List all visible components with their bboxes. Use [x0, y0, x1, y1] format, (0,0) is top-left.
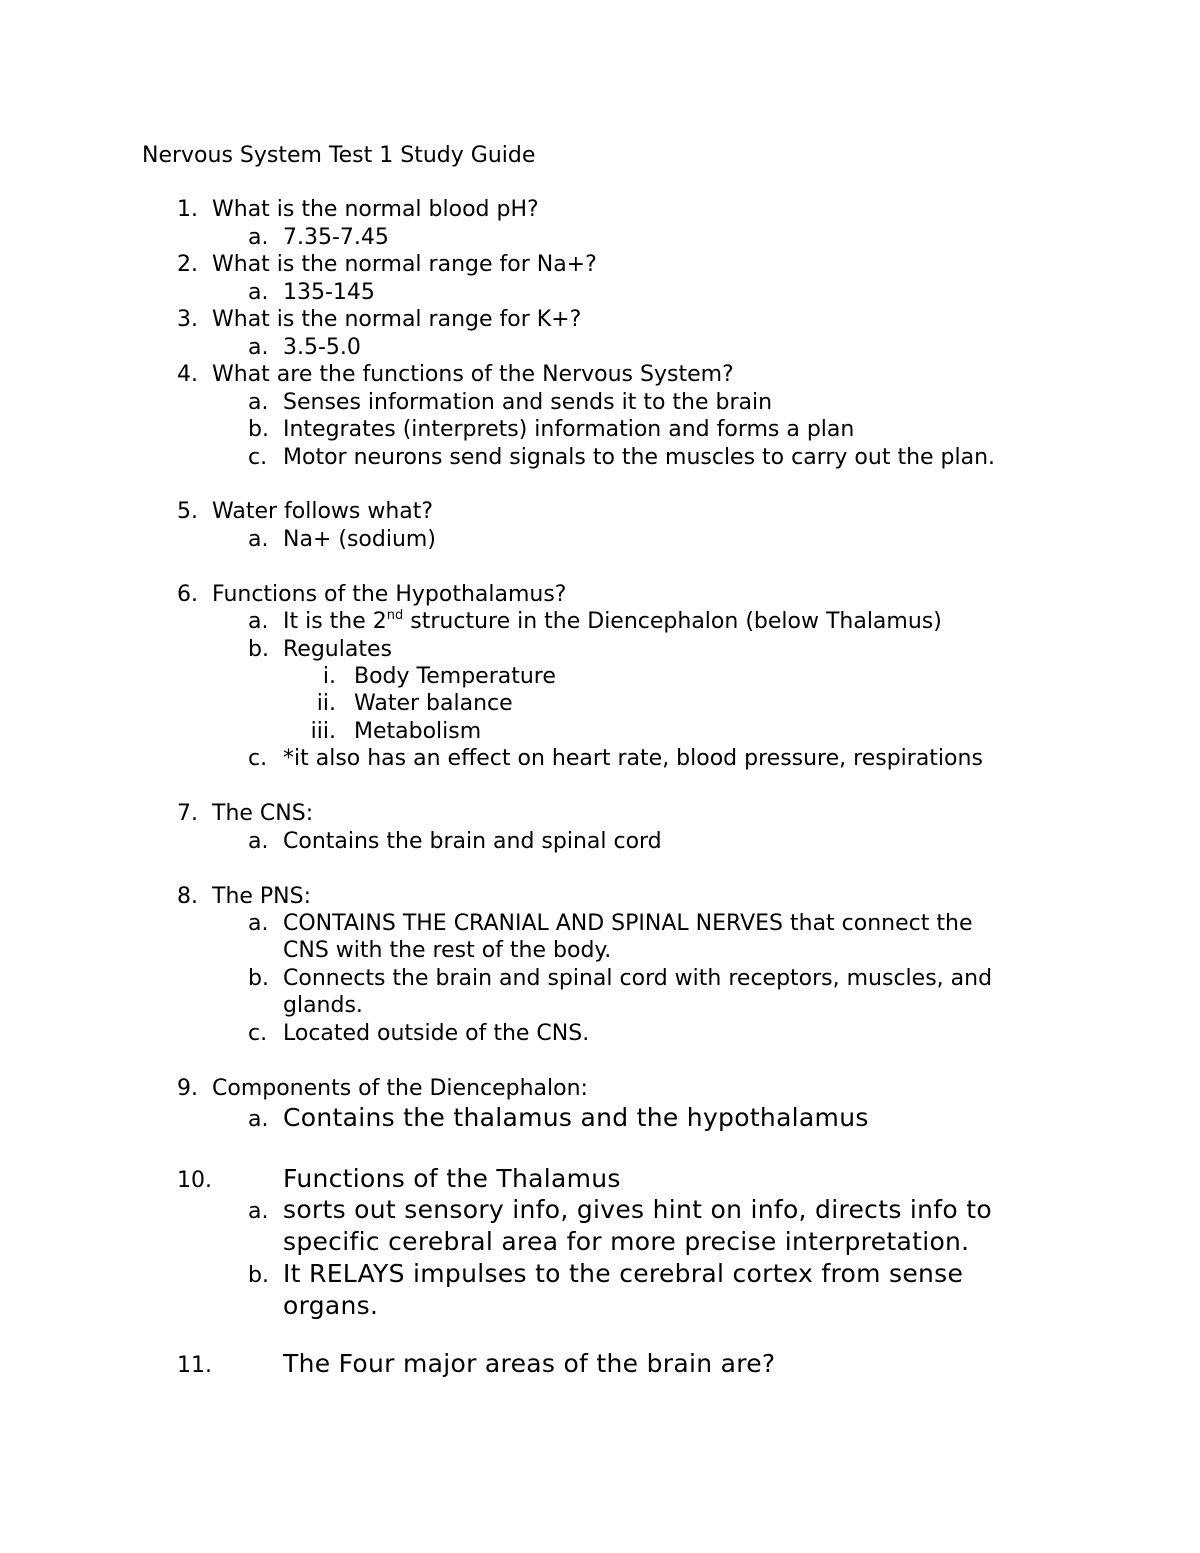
answer-text: 7.35-7.45: [283, 225, 389, 250]
question-number: 6.: [177, 582, 198, 607]
answer-marker: a.: [248, 1107, 269, 1132]
answer-text: [283, 608, 942, 635]
question-text: Functions of the Hypothalamus?: [212, 582, 567, 607]
answer-marker: b.: [248, 1263, 269, 1288]
question-text: What are the functions of the Nervous System?: [212, 362, 734, 387]
question-number: 11.: [177, 1353, 212, 1378]
answer-marker: b.: [248, 417, 269, 442]
answer-text: Located outside of the CNS.: [283, 1021, 590, 1046]
answer-marker: c.: [248, 1021, 268, 1046]
answer-marker: b.: [248, 966, 269, 991]
question-number: 2.: [177, 252, 198, 277]
answer-text-continued: glands.: [283, 993, 363, 1018]
answer-text-start: It is the 2: [283, 609, 387, 634]
answer-text: Contains the thalamus and the hypothalamus: [283, 1103, 869, 1132]
answer-marker: a.: [248, 225, 269, 250]
answer-text: Na+ (sodium): [283, 527, 436, 552]
answer-text: 3.5-5.0: [283, 335, 361, 360]
question-number: 9.: [177, 1076, 198, 1101]
question-number: 3.: [177, 307, 198, 332]
answer-text: It RELAYS impulses to the cerebral cortex from sense: [283, 1259, 964, 1288]
sub-item-marker: i.: [322, 664, 336, 689]
ordinal-superscript: nd: [386, 608, 404, 623]
answer-marker: a.: [248, 280, 269, 305]
question-text: Functions of the Thalamus: [283, 1164, 621, 1193]
answer-text: 135-145: [283, 280, 375, 305]
question-number: 8.: [177, 884, 198, 909]
question-number: 7.: [177, 801, 198, 826]
answer-marker: c.: [248, 445, 268, 470]
answer-text-continued: CNS with the rest of the body.: [283, 938, 612, 963]
answer-marker: a.: [248, 527, 269, 552]
question-text: Water follows what?: [212, 499, 434, 524]
answer-marker: a.: [248, 390, 269, 415]
answer-text-continued: specific cerebral area for more precise interpretation.: [283, 1227, 970, 1256]
question-number: 4.: [177, 362, 198, 387]
sub-item-text: Metabolism: [354, 719, 482, 744]
answer-text: Connects the brain and spinal cord with receptors, muscles, and: [283, 966, 993, 991]
sub-item-text: Water balance: [354, 691, 513, 716]
sub-item-text: Body Temperature: [354, 664, 556, 689]
question-text: The CNS:: [212, 801, 314, 826]
question-number: 10.: [177, 1168, 212, 1193]
answer-text: Contains the brain and spinal cord: [283, 829, 662, 854]
answer-text: Motor neurons send signals to the muscles to carry out the plan.: [283, 445, 996, 470]
question-number: 5.: [177, 499, 198, 524]
answer-text: CONTAINS THE CRANIAL AND SPINAL NERVES that connect the: [283, 911, 973, 936]
answer-marker: a.: [248, 1199, 269, 1224]
answer-text-end: structure in the Diencephalon (below Thalamus): [403, 609, 942, 634]
question-text: Components of the Diencephalon:: [212, 1076, 588, 1101]
question-text: What is the normal blood pH?: [212, 197, 539, 222]
answer-text: sorts out sensory info, gives hint on info, directs info to: [283, 1195, 992, 1224]
answer-marker: a.: [248, 335, 269, 360]
answer-marker: c.: [248, 746, 268, 771]
answer-marker: b.: [248, 637, 269, 662]
sub-item-marker: ii.: [316, 691, 336, 716]
question-text: The PNS:: [212, 884, 312, 909]
question-number: 1.: [177, 197, 198, 222]
answer-text-continued: organs.: [283, 1291, 379, 1320]
page-title: Nervous System Test 1 Study Guide: [142, 143, 536, 168]
answer-text: Integrates (interprets) information and forms a plan: [283, 417, 855, 442]
question-text: What is the normal range for Na+?: [212, 252, 597, 277]
answer-text: Senses information and sends it to the brain: [283, 390, 773, 415]
answer-marker: a.: [248, 829, 269, 854]
answer-text: Regulates: [283, 637, 392, 662]
answer-marker: a.: [248, 911, 269, 936]
sub-item-marker: iii.: [310, 719, 336, 744]
answer-marker: a.: [248, 609, 269, 634]
question-text: The Four major areas of the brain are?: [283, 1349, 776, 1378]
question-text: What is the normal range for K+?: [212, 307, 582, 332]
answer-text: *it also has an effect on heart rate, blood pressure, respirations: [283, 746, 983, 771]
